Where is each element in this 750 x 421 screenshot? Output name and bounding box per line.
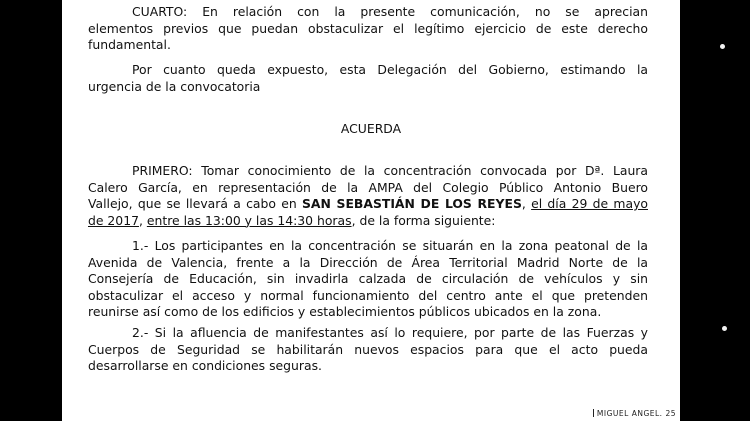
primero-line-2: Calero García, en representación de la AMPA del Colegio Público Antonio Buero xyxy=(88,179,648,195)
footer-signature xyxy=(593,409,676,418)
scan-speck xyxy=(720,44,725,49)
event-time: entre las 13:00 y las 14:30 horas xyxy=(146,212,352,228)
cuarto-line-1: CUARTO: En relación con la presente comunicación, no se aprecian xyxy=(132,4,648,19)
cuarto-line-3: fundamental. xyxy=(88,37,171,52)
paragraph-point-1 xyxy=(88,238,648,321)
paragraph-primero xyxy=(88,163,648,229)
point1-line-3: Consejería de Educación, sin invadirla calzada de circulación de vehículos y sin xyxy=(88,271,648,286)
point1-line-2: Avenida de Valencia, frente a la Dirección de Área Territorial Madrid Norte de la xyxy=(88,254,648,270)
paragraph-cuarto xyxy=(88,4,648,54)
footer-divider xyxy=(593,409,594,417)
primero-line-4-text: , de la forma siguiente: xyxy=(351,212,496,228)
point1-line-5: reunirse así como de los edificios y establecimientos públicos ubicados en la zona. xyxy=(88,304,602,319)
paragraph-expuesto xyxy=(88,62,648,95)
event-date-part-1: el día 29 de mayo xyxy=(531,196,648,211)
primero-line-1: PRIMERO: Tomar conocimiento de la concentración convocada por Dª. Laura xyxy=(132,163,648,178)
primero-line-4 xyxy=(88,213,648,230)
expuesto-line-2: urgencia de la convocatoria xyxy=(88,78,261,94)
event-location: SAN SEBASTIÁN DE LOS REYES xyxy=(301,196,522,211)
primero-line-3-comma: , xyxy=(521,196,532,211)
footer-text: MIGUEL ANGEL. 25 xyxy=(596,409,676,418)
primero-line-3-text: Vallejo, que se llevará a cabo en xyxy=(88,196,302,211)
point2-line-1: 2.- Si la afluencia de manifestantes así lo requiere, por parte de las Fuerzas y xyxy=(132,325,648,340)
document-page xyxy=(62,0,680,421)
paragraph-point-2 xyxy=(88,325,648,375)
point1-line-1: 1.- Los participantes en la concentración se situarán en la zona peatonal de la xyxy=(132,238,648,253)
point2-line-2: Cuerpos de Seguridad se habilitarán nuevos espacios para que el acto pueda xyxy=(88,341,648,357)
primero-line-4-comma: , xyxy=(138,212,147,228)
cuarto-line-2: elementos previos que puedan obstaculizar el legítimo ejercicio de este derecho xyxy=(88,20,648,36)
acuerda-heading: ACUERDA xyxy=(340,121,402,136)
event-date-part-2: de 2017 xyxy=(88,212,139,228)
scan-speck xyxy=(722,326,727,331)
right-black-border xyxy=(680,0,750,421)
point1-line-4: obstaculizar el acceso y normal funcionamiento del centro ante el que pretenden xyxy=(88,287,648,303)
primero-line-3 xyxy=(88,196,648,213)
point2-line-3: desarrollarse en condiciones seguras. xyxy=(88,358,322,373)
expuesto-line-1: Por cuanto queda expuesto, esta Delegación del Gobierno, estimando la xyxy=(132,62,648,77)
